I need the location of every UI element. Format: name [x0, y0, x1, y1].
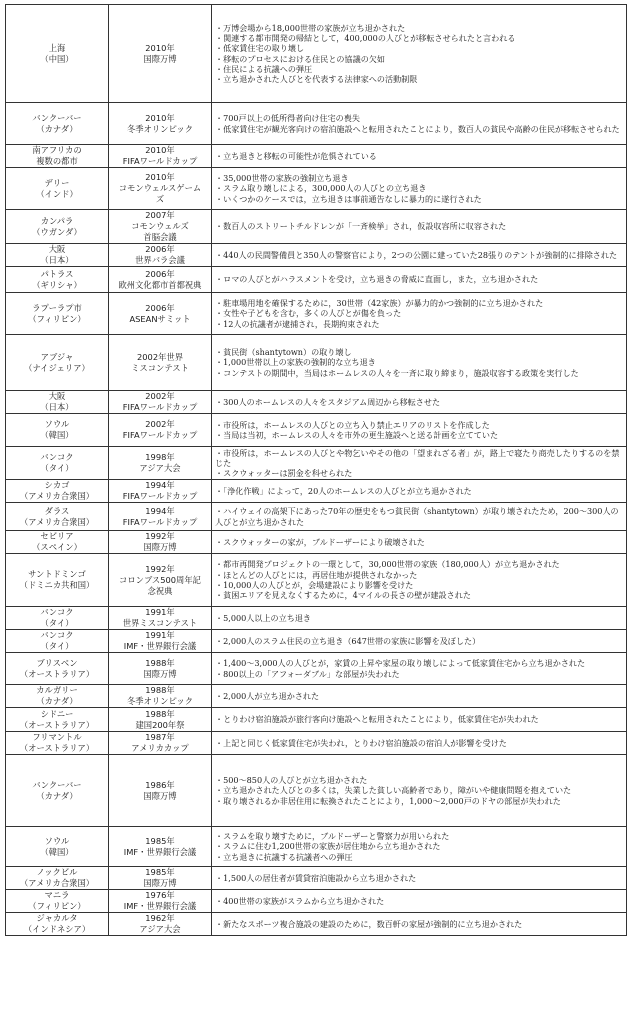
event-line: 2002年世界	[136, 351, 183, 362]
city-line: （中国）	[40, 53, 74, 64]
event-cell	[109, 244, 212, 267]
city-cell	[6, 630, 109, 653]
city-line: （日本）	[40, 402, 74, 412]
description-cell	[212, 554, 627, 607]
city-line: 大阪	[48, 244, 66, 254]
city-cell	[6, 293, 109, 335]
event-line: ASEANサミット	[129, 313, 191, 324]
event-cell	[109, 103, 212, 145]
description-cell	[212, 293, 627, 335]
description-item: ・ 立ち退きに抗議する抗議者への弾圧	[215, 852, 624, 862]
description-item: ・ 貧困エリアを見えなくするために，4マイルの長さの壁が建設された	[215, 590, 624, 600]
event-line: 2002年	[145, 391, 175, 401]
city-line: （スペイン）	[32, 542, 82, 552]
table-row	[6, 210, 627, 244]
event-cell	[109, 755, 212, 827]
event-line: 冬季オリンピック	[126, 123, 194, 134]
description-cell	[212, 890, 627, 913]
city-line: 複数の都市	[36, 156, 78, 166]
city-line: サントドミンゴ	[28, 569, 86, 579]
event-line: 1991年	[145, 607, 175, 617]
city-line: ジャカルタ	[36, 913, 78, 923]
event-cell	[109, 827, 212, 867]
city-line: バンコク	[40, 607, 74, 617]
event-line: FIFAワールドカップ	[122, 402, 198, 412]
description-item: ・ 1,500人の居住者が賃貸宿泊施設から立ち退かされた	[215, 873, 624, 883]
event-cell	[109, 503, 212, 531]
city-line: （タイ）	[40, 463, 74, 473]
event-line: 2010年	[145, 172, 175, 182]
event-line: アメリカカップ	[131, 743, 189, 753]
table-row	[6, 890, 627, 913]
city-line: （日本）	[40, 255, 74, 265]
description-item: ・ スラムを取り壊すために，ブルドーザーと警察力が用いられた	[215, 831, 624, 841]
description-item: ・ 住民による抗議への弾圧	[215, 64, 624, 74]
event-cell	[109, 607, 212, 630]
event-line: 1988年	[145, 708, 175, 719]
description-item: ・ 市役所は，ホームレスの人びとや物乞いやその他の「望まれざる者」が，路上で寝たり商売したりするのを禁じた	[215, 448, 624, 469]
description-item: ・ スラムに住む1,200世帯の家族が居住地から立ち退かされた	[215, 841, 624, 851]
event-line: 1987年	[145, 732, 175, 742]
description-item: ・ 女性や子どもを含む，多くの人びとが傷を負った	[215, 308, 624, 318]
city-cell	[6, 168, 109, 210]
event-line: 1976年	[145, 890, 175, 900]
description-item: ・ 立ち退かされた人びとの多くは，失業した貧しい高齢者であり，障がいや健康問題を抱えていた	[215, 785, 624, 795]
description-item: ・ 低家賃住宅の取り壊し	[215, 43, 624, 53]
description-item: ・ 「浄化作戦」によって，20人のホームレスの人びとが立ち退かされた	[215, 486, 624, 496]
description-item: ・ コンテストの期間中，当局はホームレスの人々を一斉に取り締まり，施設収容する政策を実行した	[215, 368, 624, 378]
event-cell	[109, 267, 212, 293]
description-item: ・ ほとんどの人びとには，再居住地が提供されなかった	[215, 570, 624, 580]
table-row	[6, 653, 627, 685]
city-line: （アメリカ合衆国）	[19, 878, 95, 888]
city-line: ノックビル	[36, 867, 78, 877]
event-line: FIFAワールドカップ	[122, 156, 198, 166]
event-line: 2010年	[145, 112, 175, 123]
city-line: （オーストラリア）	[19, 668, 95, 679]
description-item: ・ 440人の民間警備員と350人の警察官により，2つの公園に建っていた28張りのテントが強制的に排除された	[215, 250, 624, 260]
event-line: 国際万博	[143, 668, 177, 679]
city-line: ダラス	[44, 505, 70, 516]
city-line: フリマントル	[32, 732, 82, 742]
table-row	[6, 630, 627, 653]
event-cell	[109, 653, 212, 685]
description-cell	[212, 447, 627, 480]
event-line: 1985年	[145, 835, 175, 846]
city-line: ブリスベン	[36, 657, 78, 668]
city-line: ソウル	[44, 835, 70, 846]
event-cell	[109, 554, 212, 607]
table-row	[6, 267, 627, 293]
description-item: ・ 10,000人の人びとが，会場建設により影響を受けた	[215, 580, 624, 590]
event-line: 2006年	[145, 268, 175, 279]
description-cell	[212, 867, 627, 890]
city-line: （カナダ）	[36, 790, 78, 801]
city-line: ラプーラプ市	[32, 302, 82, 313]
event-line: 2006年	[145, 244, 175, 254]
event-line: 欧州文化都市首都祝典	[118, 279, 202, 290]
event-cell	[109, 867, 212, 890]
event-cell	[109, 913, 212, 936]
table-row	[6, 145, 627, 168]
description-item: ・ 万博会場から18,000世帯の家族が立ち退かされた	[215, 23, 624, 33]
description-item: ・ 数百人のストリートチルドレンが「一斉検挙」され，仮設収容所に収容された	[215, 221, 624, 231]
city-line: バンコク	[40, 630, 74, 640]
description-cell	[212, 827, 627, 867]
city-line: （フィリピン）	[28, 313, 86, 324]
city-cell	[6, 145, 109, 168]
city-cell	[6, 653, 109, 685]
city-line: アブジャ	[40, 351, 74, 362]
event-line: 1988年	[145, 657, 175, 668]
description-cell	[212, 630, 627, 653]
event-line: 首脳会議	[143, 232, 177, 242]
description-item: ・ 300人のホームレスの人々をスタジアム周辺から移転させた	[215, 397, 624, 407]
description-item: ・ とりわけ宿泊施設が旅行客向け施設へと転用されたことにより，低家賃住宅が失われた	[215, 714, 624, 724]
city-line: （ナイジェリア）	[24, 362, 90, 373]
event-cell	[109, 630, 212, 653]
event-line: 1994年	[145, 505, 175, 516]
table-row	[6, 293, 627, 335]
description-item: ・ 700戸以上の低所得者向け住宅の喪失	[215, 113, 624, 123]
description-item: ・ ハイウェイの高架下にあった70年の歴史をもつ貧民街（shantytown）が取り壊されたため，200〜300人の人びとが立ち退かされた	[215, 506, 624, 527]
table-row	[6, 168, 627, 210]
description-item: ・ 当局は当初，ホームレスの人々を市外の更生施設へと送る計画を立てていた	[215, 430, 624, 440]
city-line: バンクーバー	[32, 779, 82, 790]
description-item: ・ 移転のプロセスにおける住民との協議の欠如	[215, 54, 624, 64]
description-item: ・ ロマの人びとがハラスメントを受け，立ち退きの脅威に直面し，また，立ち退かされた	[215, 274, 624, 284]
event-line: 国際万博	[143, 878, 177, 888]
city-line: パトラス	[40, 268, 74, 279]
description-item: ・ スクウォッターは罰金を科せられた	[215, 468, 624, 478]
city-line: （アメリカ合衆国）	[19, 491, 95, 501]
description-item: ・ 400世帯の家族がスラムから立ち退かされた	[215, 896, 624, 906]
table-row	[6, 5, 627, 103]
table-row	[6, 867, 627, 890]
city-cell	[6, 685, 109, 708]
table-row	[6, 244, 627, 267]
event-line: IMF・世界銀行会議	[123, 901, 197, 911]
city-line: （タイ）	[40, 618, 74, 628]
description-cell	[212, 531, 627, 554]
description-cell	[212, 210, 627, 244]
description-item: ・ 貧民街（shantytown）の取り壊し	[215, 347, 624, 357]
table-row	[6, 607, 627, 630]
description-item: ・ 35,000世帯の家族の強制立ち退き	[215, 173, 624, 183]
city-line: 南アフリカの	[32, 145, 82, 155]
description-cell	[212, 267, 627, 293]
description-cell	[212, 414, 627, 447]
city-line: シカゴ	[44, 480, 70, 490]
description-item: ・ 立ち退きと移転の可能性が危惧されている	[215, 151, 624, 161]
event-cell	[109, 414, 212, 447]
event-line: アジア大会	[139, 924, 181, 934]
city-line: デリー	[44, 177, 70, 188]
event-cell	[109, 210, 212, 244]
event-line: 2006年	[145, 302, 175, 313]
event-line: IMF・世界銀行会議	[123, 846, 197, 857]
event-line: 建国200年祭	[135, 719, 185, 730]
event-line: 念祝典	[147, 585, 173, 596]
city-line: セビリア	[40, 531, 74, 541]
events-table	[5, 4, 627, 936]
city-cell	[6, 244, 109, 267]
city-line: バンクーバー	[32, 112, 82, 123]
event-line: コモンウェルスゲーム	[118, 183, 202, 193]
description-cell	[212, 145, 627, 168]
event-cell	[109, 391, 212, 414]
event-cell	[109, 145, 212, 168]
description-cell	[212, 244, 627, 267]
description-item: ・ スクウォッターの家が，ブルドーザーにより破壊された	[215, 537, 624, 547]
description-item: ・ 2,000人のスラム住民の立ち退き（647世帯の家族に影響を及ぼした）	[215, 636, 624, 646]
event-line: 1985年	[145, 867, 175, 877]
table-row	[6, 554, 627, 607]
event-line: 2010年	[145, 145, 175, 155]
description-item: ・ 500〜850人の人びとが立ち退かされた	[215, 775, 624, 785]
city-cell	[6, 867, 109, 890]
event-cell	[109, 531, 212, 554]
city-cell	[6, 827, 109, 867]
city-line: マニラ	[44, 890, 70, 900]
city-cell	[6, 607, 109, 630]
event-line: 冬季オリンピック	[126, 696, 194, 706]
city-cell	[6, 755, 109, 827]
table-row	[6, 913, 627, 936]
event-line: 国際万博	[143, 542, 177, 552]
table-row	[6, 708, 627, 732]
table-row	[6, 531, 627, 554]
event-line: 国際万博	[143, 53, 177, 64]
city-line: （カナダ）	[36, 696, 78, 706]
event-line: 世界ミスコンテスト	[122, 618, 198, 628]
city-line: （韓国）	[40, 430, 74, 440]
event-line: 1998年	[145, 452, 175, 462]
description-item: ・ 5,000人以上の立ち退き	[215, 613, 624, 623]
city-cell	[6, 447, 109, 480]
description-cell	[212, 168, 627, 210]
description-item: ・ スラム取り壊しによる，300,000人の人びとの立ち退き	[215, 183, 624, 193]
city-line: （ウガンダ）	[32, 226, 82, 237]
description-cell	[212, 5, 627, 103]
description-cell	[212, 503, 627, 531]
description-item: ・ 1,000世帯以上の家族の強制的な立ち退き	[215, 357, 624, 367]
description-cell	[212, 732, 627, 755]
table-row	[6, 447, 627, 480]
description-item: ・ 低家賃住宅が観光客向けの宿泊施設へと転用されたことにより，数百人の貧民や高齢の住民が移転させられた	[215, 124, 624, 134]
city-cell	[6, 391, 109, 414]
description-item: ・ 12人の抗議者が逮捕され，長期拘束された	[215, 319, 624, 329]
description-item: ・ 1,400〜3,000人の人びとが，家賃の上昇や家屋の取り壊しによって低家賃住宅から立ち退かされた	[215, 658, 624, 668]
event-line: 1994年	[145, 480, 175, 490]
city-line: （アメリカ合衆国）	[19, 516, 95, 527]
event-line: 2010年	[145, 42, 175, 53]
table-row	[6, 391, 627, 414]
event-cell	[109, 732, 212, 755]
event-line: コロンブス500周年記	[119, 574, 201, 585]
city-line: （インドネシア）	[23, 924, 91, 934]
city-line: カルガリー	[36, 685, 78, 695]
city-cell	[6, 210, 109, 244]
city-line: バンコク	[40, 452, 74, 462]
table-row	[6, 827, 627, 867]
event-cell	[109, 447, 212, 480]
city-cell	[6, 913, 109, 936]
event-line: 1991年	[145, 630, 175, 640]
event-line: 1962年	[145, 913, 175, 923]
table-row	[6, 755, 627, 827]
event-cell	[109, 708, 212, 732]
city-line: （カナダ）	[36, 123, 78, 134]
event-cell	[109, 480, 212, 503]
description-item: ・ 市役所は，ホームレスの人びとの立ち入り禁止エリアのリストを作成した	[215, 420, 624, 430]
city-line: （韓国）	[40, 846, 74, 857]
description-cell	[212, 755, 627, 827]
table-row	[6, 503, 627, 531]
description-item: ・ 関連する都市開発の帰結として，400,000の人びとが移転させられたと言われる	[215, 33, 624, 43]
event-line: 2007年	[145, 210, 175, 220]
event-line: FIFAワールドカップ	[122, 430, 198, 440]
description-cell	[212, 913, 627, 936]
city-cell	[6, 554, 109, 607]
event-line: IMF・世界銀行会議	[123, 641, 197, 651]
event-line: 2002年	[145, 419, 175, 429]
city-line: （ドミニカ共和国）	[19, 580, 95, 590]
city-cell	[6, 890, 109, 913]
description-cell	[212, 607, 627, 630]
city-line: （オーストラリア）	[19, 719, 95, 730]
description-cell	[212, 685, 627, 708]
city-line: カンパラ	[40, 215, 74, 226]
table-row	[6, 732, 627, 755]
description-item: ・ 駐車場用地を確保するために，30世帯（42家族）が暴力的かつ強制的に立ち退かされた	[215, 298, 624, 308]
event-cell	[109, 685, 212, 708]
city-cell	[6, 267, 109, 293]
event-cell	[109, 168, 212, 210]
city-cell	[6, 732, 109, 755]
event-line: アジア大会	[139, 463, 181, 473]
city-cell	[6, 503, 109, 531]
event-line: 1988年	[145, 685, 175, 695]
description-cell	[212, 480, 627, 503]
city-cell	[6, 531, 109, 554]
description-item: ・ 2,000人が立ち退かされた	[215, 691, 624, 701]
city-line: 上海	[48, 42, 66, 53]
event-line: 1992年	[145, 531, 175, 541]
event-line: 国際万博	[143, 790, 177, 801]
city-line: （オーストラリア）	[19, 743, 95, 753]
city-line: （フィリピン）	[28, 901, 86, 911]
city-line: （インド）	[36, 188, 78, 199]
event-cell	[109, 293, 212, 335]
table-row	[6, 414, 627, 447]
event-line: コモンウェルズ	[131, 221, 189, 231]
event-cell	[109, 335, 212, 391]
description-item: ・ 都市再開発プロジェクトの一環として，30,000世帯の家族（180,000人）が立ち退かされた	[215, 559, 624, 569]
table-row	[6, 480, 627, 503]
description-cell	[212, 335, 627, 391]
city-line: ソウル	[44, 419, 70, 429]
event-line: 世界バラ会議	[135, 255, 185, 265]
description-item: ・ いくつかのケースでは，立ち退きは事前通告なしに暴力的に遂行された	[215, 194, 624, 204]
event-cell	[109, 5, 212, 103]
city-line: 大阪	[48, 391, 66, 401]
event-cell	[109, 890, 212, 913]
city-cell	[6, 414, 109, 447]
event-line: 1986年	[145, 779, 175, 790]
city-cell	[6, 335, 109, 391]
table-row	[6, 335, 627, 391]
description-cell	[212, 391, 627, 414]
city-cell	[6, 103, 109, 145]
description-item: ・ 立ち退かされた人びとを代表する法律家への活動制限	[215, 74, 624, 84]
city-line: （タイ）	[40, 641, 74, 651]
event-line: FIFAワールドカップ	[122, 516, 198, 527]
event-line: FIFAワールドカップ	[122, 491, 198, 501]
city-line: シドニー	[40, 708, 74, 719]
description-item: ・ 取り壊されるか非居住用に転換されたことにより，1,000〜2,000戸のドヤの部屋が失われた	[215, 796, 624, 806]
city-cell	[6, 708, 109, 732]
table-row	[6, 103, 627, 145]
description-item: ・ 上記と同じく低家賃住宅が失われ，とりわけ宿泊施設の宿泊人が影響を受けた	[215, 738, 624, 748]
description-cell	[212, 653, 627, 685]
description-item: ・ 新たなスポーツ複合施設の建設のために，数百軒の家屋が強制的に立ち退かされた	[215, 919, 624, 929]
description-cell	[212, 103, 627, 145]
event-line: ズ	[155, 194, 165, 204]
table-row	[6, 685, 627, 708]
city-cell	[6, 5, 109, 103]
event-line: 1992年	[145, 563, 175, 574]
city-line: （ギリシャ）	[32, 279, 82, 290]
description-item: ・ 800以上の「アフォーダブル」な部屋が失われた	[215, 669, 624, 679]
city-cell	[6, 480, 109, 503]
description-cell	[212, 708, 627, 732]
event-line: ミスコンテスト	[131, 362, 189, 373]
